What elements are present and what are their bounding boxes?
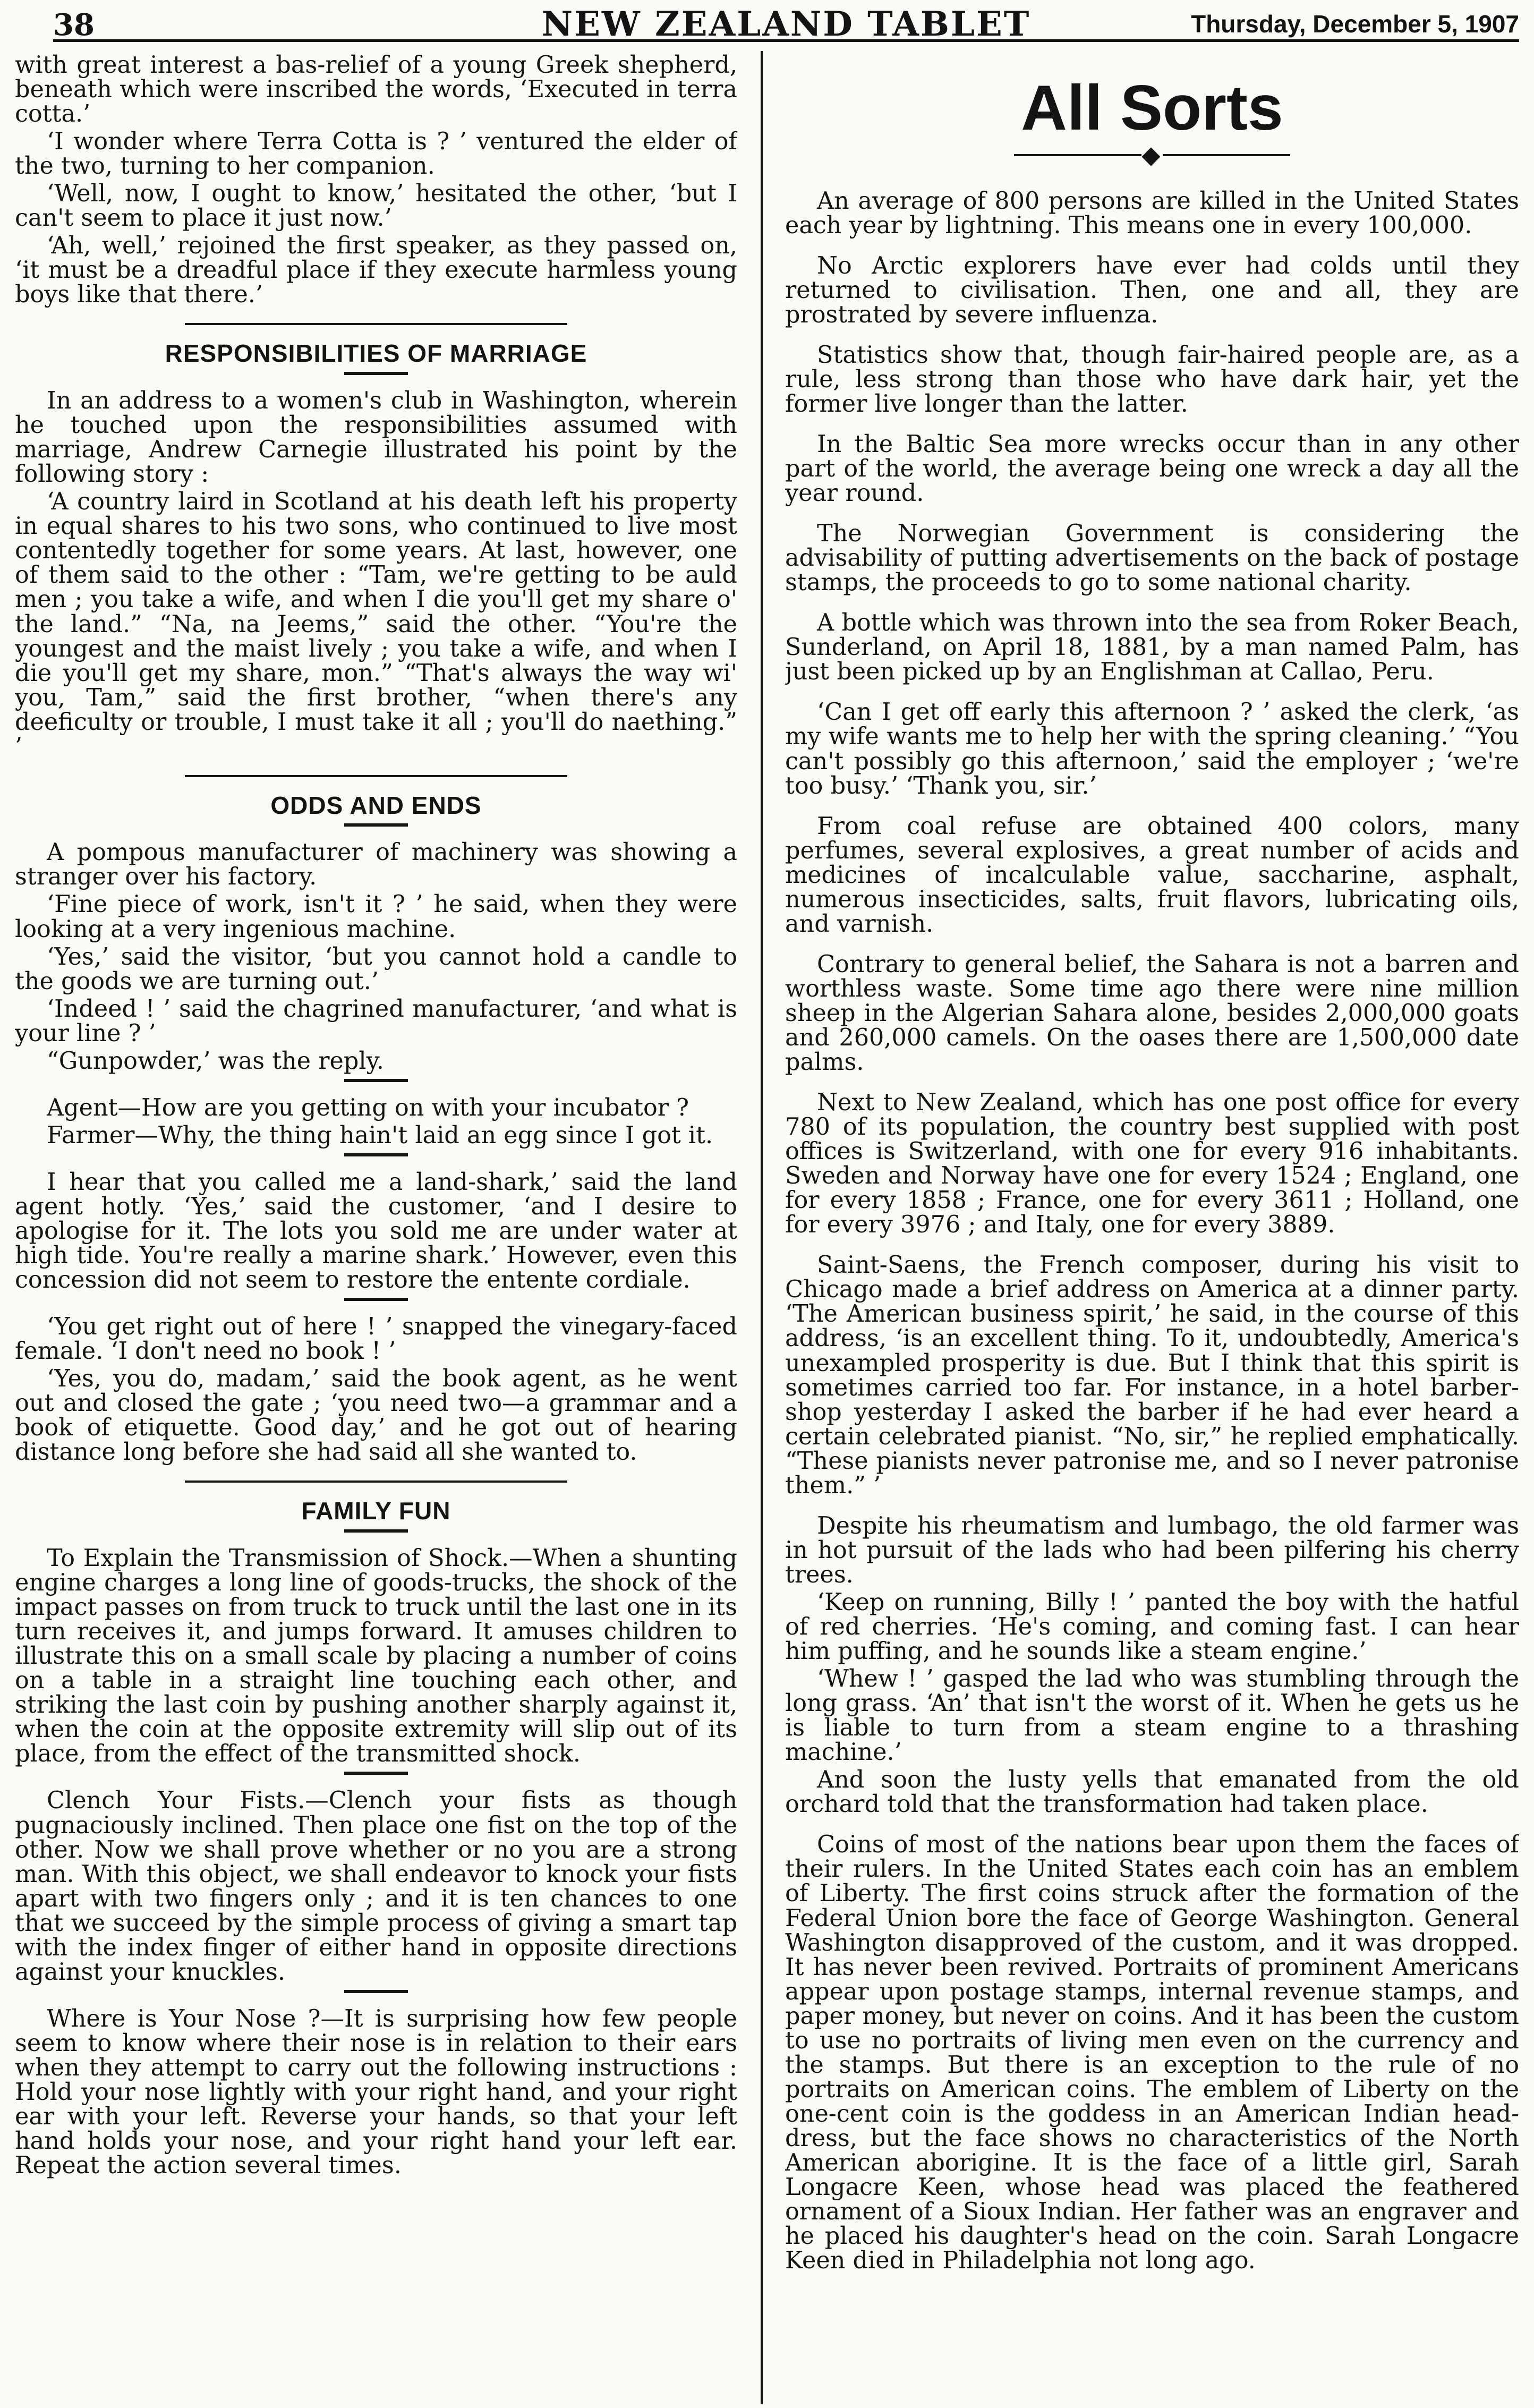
- title-underline: [344, 823, 408, 827]
- paragraph: The Norwegian Government is considering the advisability of putting advertisements on the back of postage stamps, the proceeds to go to some national charity.: [785, 520, 1519, 597]
- intro-story: [15, 53, 737, 307]
- section-title-odds-and-ends: ODDS AND ENDS: [270, 791, 482, 819]
- page-number: 38: [53, 7, 95, 42]
- page-header: [53, 4, 1519, 42]
- paragraph: ‘Well, now, I ought to know,’ hesitated the other, ‘but I can't seem to place it just now.’: [15, 180, 737, 232]
- paragraph: Contrary to general belief, the Sahara is not a barren and worthless waste. Some time ago there were nine million sheep in the Algerian Sahara alone, besides 2,000,000 goats and 260,000 camels. On the oases there are 1,500,000 date palms.: [785, 950, 1519, 1076]
- paragraph: An average of 800 persons are killed in the United States each year by lightning. This means one in every 100,000.: [785, 187, 1519, 239]
- paragraph: ‘You get right out of here ! ’ snapped the vinegary-faced female. ‘I don't need no book ! ’: [15, 1313, 737, 1365]
- section-divider: [185, 1480, 567, 1483]
- item-separator: [344, 1298, 408, 1301]
- column-divider: [761, 51, 763, 2404]
- right-column: [785, 53, 1519, 2396]
- title-underline: [344, 1529, 408, 1533]
- paragraph: And soon the lusty yells that emanated from the old orchard told that the transformation had taken place.: [785, 1766, 1519, 1818]
- masthead-title: NEW ZEALAND TABLET: [541, 4, 1031, 44]
- paragraph: Despite his rheumatism and lumbago, the old farmer was in hot pursuit of the lads who had been pilfering his cherry trees.: [785, 1512, 1519, 1588]
- paragraph: Farmer—Why, the thing hain't laid an egg since I got it.: [47, 1121, 713, 1149]
- left-column: [15, 53, 737, 2396]
- paragraph: In the Baltic Sea more wrecks occur than in any other part of the world, the average being one wreck a day all the year round.: [785, 430, 1519, 507]
- ornament-line: [1163, 154, 1290, 156]
- diamond-ornament-icon: ◆: [1141, 140, 1163, 169]
- paragraph: I hear that you called me a land-shark,’ said the land agent hotly. ‘Yes,’ said the customer, ‘and I desire to apologise for it. The lots you sold me are under water at high tide. You're really a marine shark.’ However, even this concession did not seem to restore the entente cordiale.: [15, 1168, 737, 1294]
- all-sorts-title: All Sorts: [1021, 72, 1283, 143]
- section-divider: [185, 775, 567, 777]
- paragraph: Statistics show that, though fair-haired people are, as a rule, less strong than those who have dark hair, yet the former live longer than the latter.: [785, 341, 1519, 418]
- paragraph: ‘Ah, well,’ rejoined the first speaker, as they passed on, ‘it must be a dreadful place if they execute harmless young boys like that there.’: [15, 232, 737, 309]
- item-separator: [344, 1153, 408, 1156]
- paragraph: ‘Can I get off early this afternoon ? ’ asked the clerk, ‘as my wife wants me to help her with the spring cleaning.’ “You can't possibly go this afternoon,’ said the employer ; ‘we're too busy.’ ‘Thank you, sir.’: [785, 699, 1519, 799]
- paragraph: In an address to a women's club in Washington, wherein he touched upon the responsibilities assumed with marriage, Andrew Carnegie illustrated his point by the following story :: [15, 387, 737, 488]
- paragraph: A pompous manufacturer of machinery was showing a stranger over his factory.: [15, 839, 737, 891]
- paragraph: Clench Your Fists.—Clench your fists as though pugnaciously inclined. Then place one fist on the top of the other. Now we shall prove whether or no you are a strong man. With this object, we shall endeavor to knock your fists apart with two fingers only ; and it is ten chances to one that we succeed by the simple process of giving a smart tap with the index finger of either hand in opposite directions against your knuckles.: [15, 1787, 737, 1986]
- paragraph: Agent—How are you getting on with your incubator ?: [47, 1094, 689, 1121]
- section-title-family-fun: FAMILY FUN: [301, 1497, 451, 1525]
- title-ornament: [785, 142, 1519, 168]
- paragraph: From coal refuse are obtained 400 colors, many perfumes, several explosives, a great number of acids and medicines of incalculable value, saccharine, asphalt, numerous insecticides, salts, fruit flavors, lubricating oils, and varnish.: [785, 812, 1519, 938]
- paragraph: with great interest a bas-relief of a young Greek shepherd, beneath which were inscribed the words, ‘Executed in terra cotta.’: [15, 53, 737, 128]
- paragraph: Where is Your Nose ?—It is surprising how few people seem to know where their nose is in relation to their ears when they attempt to carry out the following instructions : Hold your nose lightly with your right hand, and your right ear with your left. Reverse your hands, so that your left hand holds your nose, and your right hand your left ear. Repeat the action several times.: [15, 2005, 737, 2180]
- paragraph: Next to New Zealand, which has one post office for every 780 of its population, the country best supplied with post offices is Switzerland, with one for every 916 inhabitants. Sweden and Norway have one for every 1524 ; England, one for every 1858 ; France, one for every 3611 ; Holland, one for every 3976 ; and Italy, one for every 3889.: [785, 1089, 1519, 1239]
- issue-date: Thursday, December 5, 1907: [1191, 10, 1519, 38]
- title-underline: [344, 372, 408, 375]
- item-separator: [344, 1772, 408, 1775]
- paragraph: Saint-Saens, the French composer, during his visit to Chicago made a brief address on America at a dinner party. ‘The American business spirit,’ he said, in the course of this address, ‘is an excellent thing. To it, undoubtedly, America's unexampled prosperity is due. But I think that this spirit is sometimes carried too far. For instance, in a hotel barber-shop yesterday I asked the barber if he had ever heard a certain celebrated pianist. “No, sir,” he replied emphatically. “These pianists never patronise me, and so I never patronise them.” ’: [785, 1252, 1519, 1499]
- item-separator: [344, 1079, 408, 1082]
- paragraph: ‘Yes,’ said the visitor, ‘but you cannot hold a candle to the goods we are turning out.’: [15, 943, 737, 995]
- paragraph: To Explain the Transmission of Shock.—When a shunting engine charges a long line of goods-trucks, the shock of the impact passes on from truck to truck until the last one in its turn receives it, and jumps forward. It amuses children to illustrate this on a small scale by placing a number of coins on a table in a straight line touching each other, and striking the last coin by pushing another sharply against it, when the coin at the opposite extremity will slip out of its place, from the effect of the transmitted shock.: [15, 1545, 737, 1768]
- paragraph: ‘A country laird in Scotland at his death left his property in equal shares to his two sons, who continued to live most contentedly together for some years. At last, however, one of them said to the other : “Tam, we're getting to be auld men ; you take a wife, and when I die you'll get my share o' the land.” “Na, na Jeems,” said the other. “You're the youngest and the maist lively ; you take a wife, and when I die you'll get my share, mon.” “That's always the way wi' you, Tam,” said the first brother, “when there's any deeficulty or trouble, I must take it all ; you'll do naething.” ’: [15, 488, 737, 760]
- paragraph: Coins of most of the nations bear upon them the faces of their rulers. In the United States each coin has an emblem of Liberty. The first coins struck after the formation of the Federal Union bore the face of George Washington. General Washington disapproved of the custom, and it was dropped. It has never been revived. Portraits of prominent Americans appear upon postage stamps, internal revenue stamps, and paper money, but never on coins. And it has been the custom to use no portraits of living men even on the currency and the stamps. But there is an exception to the rule of no portraits on American coins. The emblem of Liberty on the one-cent coin is the goddess in an American Indian head-dress, but the face shows no characteristics of the North American aborigine. It is the face of a little girl, Sarah Longacre Keen, whose head was placed the feathered ornament of a Sioux Indian. Her father was an engraver and he placed his daughter's head on the coin. Sarah Longacre Keen died in Philadelphia not long ago.: [785, 1831, 1519, 2275]
- item-separator: [344, 1990, 408, 1993]
- paragraph: “Gunpowder,’ was the reply.: [47, 1047, 384, 1075]
- paragraph: ‘I wonder where Terra Cotta is ? ’ ventured the elder of the two, turning to her companion.: [15, 128, 737, 180]
- paragraph: ‘Yes, you do, madam,’ said the book agent, as he went out and closed the gate ; ‘you need two—a grammar and a book of etiquette. Good day,’ and he got out of hearing distance long before she had said all she wanted to.: [15, 1365, 737, 1466]
- paragraph: No Arctic explorers have ever had colds until they returned to civilisation. Then, one and all, they are prostrated by severe influenza.: [785, 252, 1519, 328]
- section-title-responsibilities: RESPONSIBILITIES OF MARRIAGE: [165, 339, 587, 368]
- section-divider: [185, 323, 567, 325]
- paragraph: ‘Whew ! ’ gasped the lad who was stumbling through the long grass. ‘An’ that isn't the worst of it. When he gets us he is liable to turn from a steam engine to a thrashing machine.’: [785, 1665, 1519, 1766]
- paragraph: ‘Keep on running, Billy ! ’ panted the boy with the hatful of red cherries. ‘He's coming, and coming fast. I can hear him puffing, and he sounds like a steam engine.’: [785, 1588, 1519, 1665]
- ornament-line: [1014, 154, 1141, 156]
- paragraph: A bottle which was thrown into the sea from Roker Beach, Sunderland, on April 18, 1881, by a man named Palm, has just been picked up by an Englishman at Callao, Peru.: [785, 609, 1519, 686]
- paragraph: ‘Indeed ! ’ said the chagrined manufacturer, ‘and what is your line ? ’: [15, 995, 737, 1047]
- paragraph: ‘Fine piece of work, isn't it ? ’ he said, when they were looking at a very ingenious machine.: [15, 891, 737, 943]
